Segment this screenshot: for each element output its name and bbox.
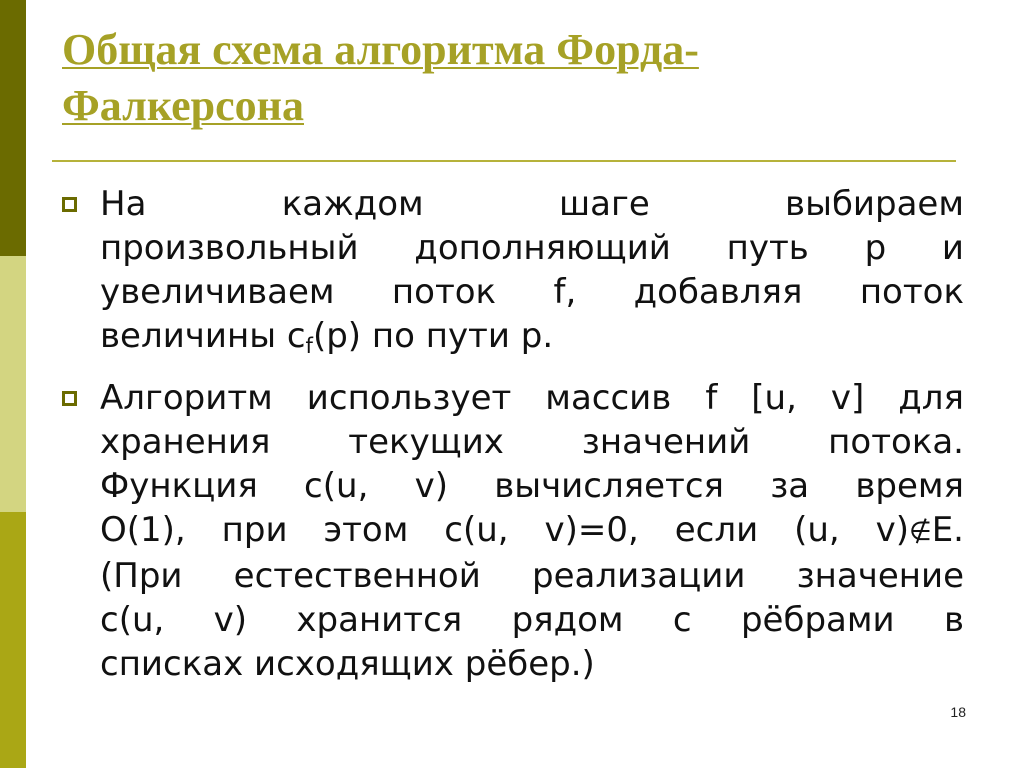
bullet-item-1 [62,182,964,368]
bullet-text-2 [100,376,964,686]
title-divider [52,160,956,162]
bullet-1-line-4-start: величины c [100,316,306,356]
bullet-1-line-3: увеличиваем поток f, добавляя поток [100,272,964,312]
title-line-1: Общая схема алгоритма Форда- [62,25,699,74]
bullet-list [62,182,964,694]
title-line-2: Фалкерсона [62,81,304,130]
sidebar-stripe-top [0,0,26,256]
bullet-text-1 [100,182,964,368]
hollow-square-bullet-icon [62,197,77,212]
subscript-f: f [305,334,313,358]
bullet-2-line-1: Алгоритм использует массив f [u, v] для [100,378,964,418]
sidebar-stripe-middle [0,256,26,512]
slide-title [62,22,962,134]
page-number: 18 [950,704,966,720]
bullet-2-line-6: c(u, v) хранится рядом с рёбрами в [100,600,964,640]
sidebar-stripe-bottom [0,512,26,768]
bullet-item-2 [62,376,964,686]
bullet-2-line-5: (При естественной реализации значение [100,556,964,596]
hollow-square-bullet-icon [62,391,77,406]
bullet-2-line-7: списках исходящих рёбер.) [100,644,595,684]
bullet-2-line-2: хранения текущих значений потока. [100,422,964,462]
bullet-2-line-3: Функция c(u, v) вычисляется за время [100,466,964,506]
bullet-1-line-4-end: (p) по пути p. [312,316,554,356]
bullet-2-line-4 [100,508,964,554]
bullet-1-line-1: На каждом шаге выбираем [100,184,964,224]
bullet-2-line-4-start: O(1), при этом c(u, v)=0, если (u, v) [100,510,910,550]
bullet-1-line-4 [100,314,964,368]
bullet-2-line-4-end: E. [931,510,964,550]
not-element-of-symbol: ∉ [909,517,932,547]
bullet-1-line-2: произвольный дополняющий путь p и [100,228,964,268]
